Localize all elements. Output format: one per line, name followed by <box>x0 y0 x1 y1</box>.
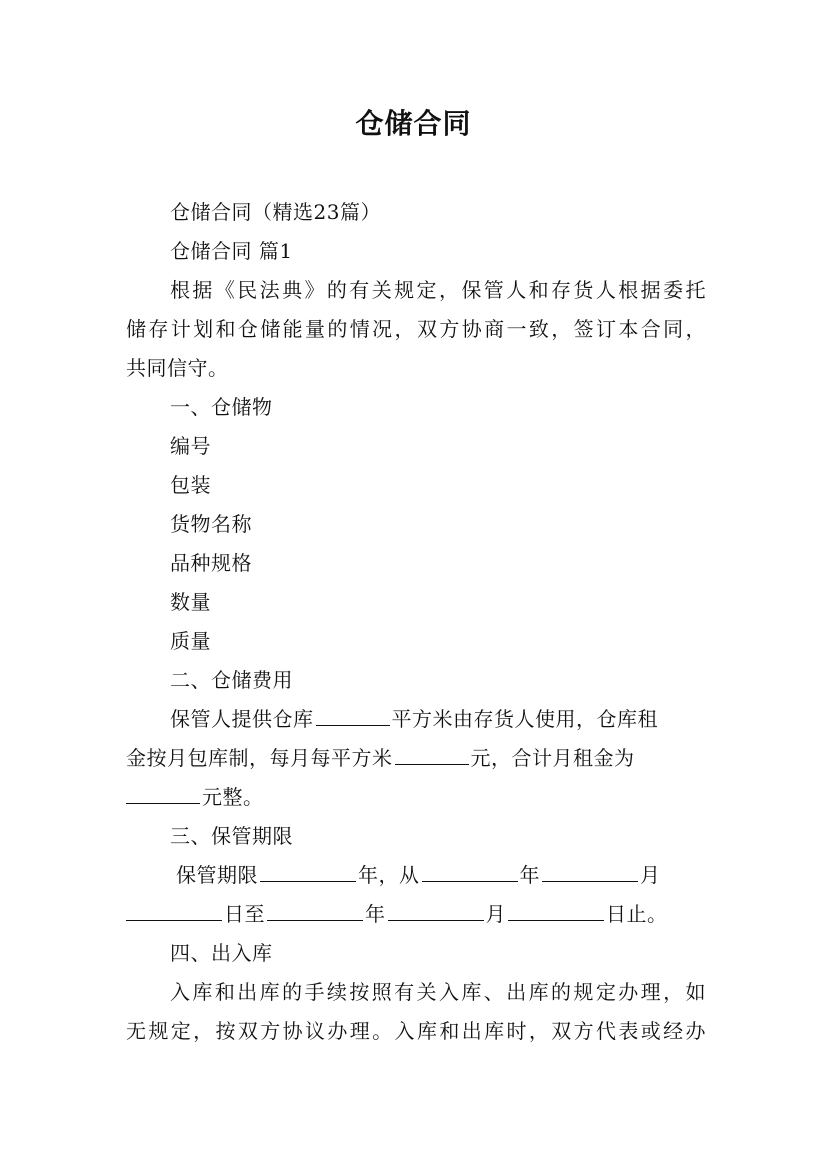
part3-line-1 <box>176 861 712 889</box>
part3-text: 年 <box>365 902 386 926</box>
blank-field <box>422 861 518 882</box>
intro-line-2: 储存计划和仓储能量的情况，双方协商一致，签订本合同， <box>126 317 706 341</box>
blank-field <box>316 705 390 726</box>
part1-item-spec: 品种规格 <box>170 551 252 575</box>
part1-item-quality: 质量 <box>170 629 211 653</box>
part3-text: 月 <box>485 902 506 926</box>
part3-text: 年，从 <box>358 863 420 887</box>
blank-field <box>388 900 484 921</box>
part4-heading: 四、出入库 <box>170 941 273 965</box>
part2-line-2 <box>126 744 706 772</box>
document-title: 仓储合同 <box>355 107 472 140</box>
section-heading: 仓储合同 篇1 <box>170 239 293 263</box>
intro-line-3: 共同信守。 <box>126 356 229 380</box>
intro-line-1: 根据《民法典》的有关规定，保管人和存货人根据委托 <box>170 278 706 302</box>
part2-heading: 二、仓储费用 <box>170 668 293 692</box>
part2-text: 元整。 <box>202 785 264 809</box>
blank-field <box>126 900 222 921</box>
blank-field <box>508 900 604 921</box>
part3-text: 年 <box>519 863 540 887</box>
part3-text: 日止。 <box>606 902 668 926</box>
part2-text: 平方米由存货人使用，仓库租 <box>391 707 658 731</box>
part1-item-goods-name: 货物名称 <box>170 512 252 536</box>
blank-field <box>126 783 200 804</box>
part3-heading: 三、保管期限 <box>170 824 293 848</box>
blank-field <box>267 900 363 921</box>
part2-text: 保管人提供仓库 <box>170 707 314 731</box>
part3-text: 月 <box>640 863 661 887</box>
document-subtitle: 仓储合同（精选23篇） <box>170 200 381 224</box>
part1-item-packaging: 包装 <box>170 473 211 497</box>
part1-heading: 一、仓储物 <box>170 395 273 419</box>
part3-line-2 <box>126 900 706 928</box>
part1-item-quantity: 数量 <box>170 590 211 614</box>
blank-field <box>260 861 356 882</box>
part1-item-number: 编号 <box>170 434 211 458</box>
blank-field <box>542 861 638 882</box>
part3-text: 日至 <box>224 902 265 926</box>
part3-text: 保管期限 <box>176 863 258 887</box>
part4-line-2: 无规定，按双方协议办理。入库和出库时，双方代表或经办 <box>126 1019 706 1043</box>
part2-text: 元，合计月租金为 <box>470 746 635 770</box>
part4-line-1: 入库和出库的手续按照有关入库、出库的规定办理，如 <box>170 980 706 1004</box>
part2-line-1 <box>170 705 706 733</box>
part2-text: 金按月包库制，每月每平方米 <box>126 746 393 770</box>
part2-line-3 <box>126 783 706 811</box>
blank-field <box>395 744 469 765</box>
